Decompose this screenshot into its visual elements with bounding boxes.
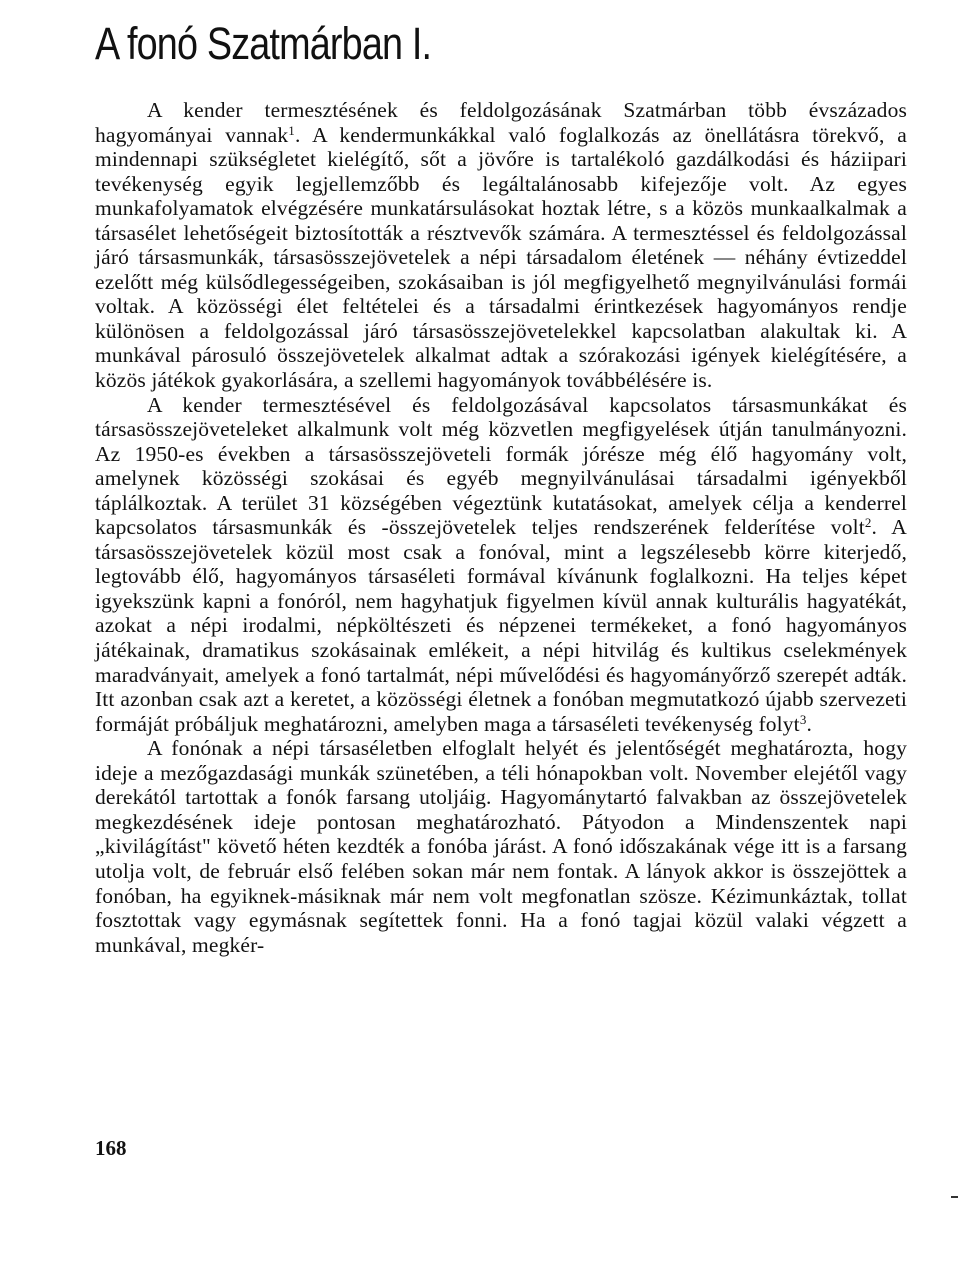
paragraph-2 <box>95 393 907 737</box>
paragraph-2-text-b: . A társasösszejövetelek közül most csak a fonóval, mint a legszélesebb körre kiterjedő, legtovább élő, hagyományos társaséleti formával kívánunk foglalkozni. Ha teljes képet igyekszünk kapni a fonóról, nem hagyhatjuk figyelmen kívül annak kulturális hagyatékát, azokat a népi irodalmi, népköltészeti és népzenei termékeket, a fonó hagyományos játékainak, dramatikus szokásainak emlékeit, a népi hitvilág és kultikus cselekmények maradványait, amelyek a fonó tartalmát, népi művelődési és hagyományőrző szerepét adták. Itt azonban csak azt a keretet, a közösségi életnek a fonóban megmutatkozó újabb szervezeti formáját próbáljuk meghatározni, amelyben maga a társaséleti tevékenység folyt <box>95 515 907 736</box>
paragraph-3-text: A fonónak a népi társaséletben elfoglalt helyét és jelentőségét meghatározta, hogy ideje a mezőgazdasági munkák szünetében, a téli hónapokban volt. November elejétől vagy derekától tartottak a fonók farsang utoljáig. Hagyománytartó falvakban az összejövetelek megkezdésének ideje pontosan meghatározható. Pátyodon a Mindenszentek napi „kivilágítást" követő héten kezdték a fonóba járást. A fonó időszakának vége itt is a farsang utolja volt, de február első felében sokan már nem fontak. A lányok akkor is összejöttek a fonóban, ha egyiknek-másiknak már nem volt megfonatlan szöszе. Kézimunkáztak, tollat fosztottak vagy egymásnak segítettek fonni. Ha a fonó tagjai közül valaki végzett a munkával, megkér- <box>95 736 907 957</box>
scan-edge-mark <box>951 1196 958 1198</box>
footnote-ref-1: 1 <box>288 122 295 138</box>
paragraph-3 <box>95 736 907 957</box>
article-body <box>95 98 907 957</box>
paragraph-1 <box>95 98 907 393</box>
paragraph-1-text-a: A kender termesztésének és feldolgozásának Szatmárban több évszázados hagyományai vannak <box>95 98 907 147</box>
page-number: 168 <box>95 1136 127 1160</box>
footnote-ref-2: 2 <box>864 515 872 531</box>
page-title: A fonó Szatmárban I. <box>95 18 432 69</box>
footnote-ref-3: 3 <box>799 711 807 727</box>
paragraph-2-text-c: . <box>806 711 812 736</box>
paragraph-1-text-b: . A kendermunkákkal való foglalkozás az önellátásra törekvő, a mindennapi szükségletet kielégítő, sőt a jövőre is tartalékoló gazdálkodási és háziipari tevékenység egyik legjellemzőbb és legáltalánosabb kifejezője volt. Az egyes munkafolyamatok elvégzésére munkatársulásokat hoztak létre, s a közös munkaalkalmak a társasélet lehetőségeit biztosították a résztvevők számára. A termesztéssel és feldolgozással járó társasmunkák, társasösszejövetelek a népi társadalom életének — néhány évtizeddel ezelőtt még külsődlegességeiben, szokásaiban is jól megfigyelhető megnyilvánulási formái voltak. A közösségi élet feltételei és a társadalmi érintkezések hagyományos rendje különösen a feldolgozással járó társasösszejövetelekkel kapcsolatban alakultak ki. A munkával párosuló összejövetelek alkalmat adtak a szórakozási igények kielégítésére, a közös játékok gyakorlására, a szellemi hagyományok továbbélésére is. <box>95 122 907 393</box>
paragraph-2-text-a: A kender termesztésével és feldolgozásával kapcsolatos társasmunkákat és társasösszejöveteleket alkalmunk volt még közvetlen megfigyelések útján tanulmányozni. Az 1950-es években a társasösszejöveteli formák jórésze még élő hagyomány volt, amelynek közösségi szokásai és egyéb megnyilvánulásai társadalmi igényekből táplálkoztak. A terület 31 községében végeztünk kutatásokat, amelyek célja a kenderrel kapcsolatos társasmunkák és -összejövetelek teljes rendszerének felderítése volt <box>95 392 907 540</box>
